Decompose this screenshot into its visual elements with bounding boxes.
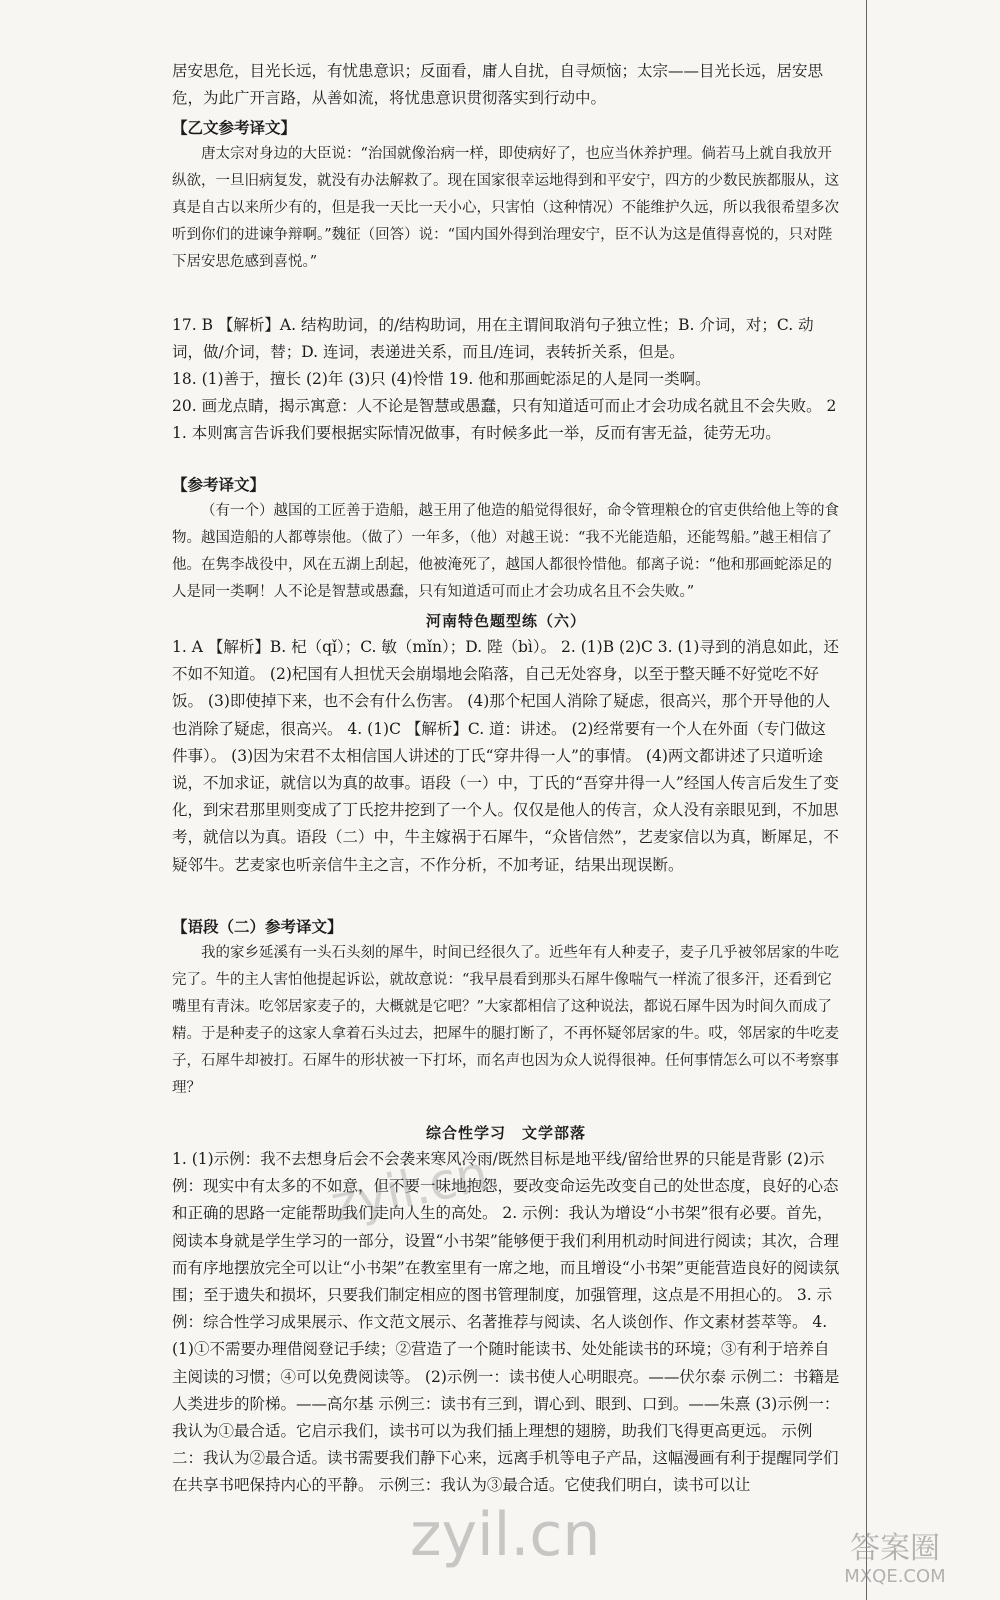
answers-zonghe: 1. (1)示例：我不去想身后会不会袭来寒风冷雨/既然目标是地平线/留给世界的只能是背影 (2)示例：现实中有太多的不如意，但不要一味地抱怨，要改变命运先改变自己的处世态度，良好的心态和正确的思路一定能帮助我们走向人生的高处。 2. 示例：我认为增设“小书架”很有必要。首先，阅读本身就是学生学习的一部分，设置“小书架”能够便于我们利用机动时间进行阅读；其次，合理而有序地摆放完全可以让“小书架”在教室里有一席之地，而且增设“小书架”更能营造良好的阅读氛围；至于遗失和损坏，只要我们制定相应的图书管理制度，加强管理，这点是不用担心的。 3. 示例：综合性学习成果展示、作文范文展示、名著推荐与阅读、名人谈创作、作文素材荟萃等。 4. (1)①不需要办理借阅登记手续；②营造了一个随时能读书、处处能读书的环境；③有利于培养自主阅读的习惯；④可以免费阅读等。 (2)示例一：读书使人心明眼亮。——伏尔泰 示例二：书籍是人类进步的阶梯。——高尔基 示例三：读书有三到，谓心到、眼到、口到。——朱熹 (3)示例一：我认为①最合适。它启示我们，读书可以为我们插上理想的翅膀，助我们飞得更高更远。 示例二：我认为②最合适。读书需要我们静下心来，远离手机等电子产品，这幅漫画有利于提醒同学们在共享书吧保持内心的平静。 示例三：我认为③最合适。它使我们明白，读书可以让 — [172, 1150, 840, 1495]
section-title-henan: 河南特色题型练（六） — [425, 612, 586, 630]
heading-yi-translation: 【乙文参考译文】 — [172, 119, 297, 137]
heading-yuduan2-translation: 【语段（二）参考译文】 — [172, 918, 343, 936]
answer-20-21: 20. 画龙点睛，揭示寓意：人不论是智慧或愚蠢，只有知道适可而止才会功成名就且不会失败。 21. 本则寓言告诉我们要根据实际情况做事，有时候多此一举，反而有害无益，徒劳无功。 — [172, 397, 837, 443]
site-logo — [820, 1520, 970, 1590]
translation-reference: （有一个）越国的工匠善于造船，越王用了他造的船觉得很好，命令管理粮仓的官吏供给他上等的食物。越国造船的人都尊崇他。（做了）一年多，（他）对越王说：“我不光能造船，还能驾船。”越王相信了他。在隽李战役中，风在五湖上刮起，他被淹死了，越国人都很怜惜他。郁离子说：“他和那画蛇添足的人是同一类啊！人不论是智慧或愚蠢，只有知道适可而止才会功成名且不会失败。” — [172, 503, 839, 600]
logo-mark: 答案圈 — [850, 1531, 940, 1566]
heading-reference-translation: 【参考译文】 — [172, 476, 266, 494]
answers-henan: 1. A 【解析】B. 杞（qǐ）；C. 敏（mǐn）；D. 陛（bì）。 2. (1)B (2)C 3. (1)寻到的消息如此，还不如不知道。 (2)杞国有人担忧天会崩塌地会陷落，自己无处容身，以至于整天睡不好觉吃不好饭。 (3)即使掉下来，也不会有什么伤害。 (4)那个杞国人消除了疑虑，很高兴，那个开导他的人也消除了疑虑，很高兴。 4. (1)C 【解析】C. 道：讲述。 (2)经常要有一个人在外面（专门做这件事）。 (3)因为宋君不太相信国人讲述的丁氏“穿井得一人”的事情。 (4)两文都讲述了只道听途说，不加求证，就信以为真的故事。语段（一）中，丁氏的“吾穿井得一人”经国人传言后发生了变化，到宋君那里则变成了丁氏挖井挖到了一个人。仅仅是他人的传言，众人没有亲眼见到，不加思考，就信以为真。语段（二）中，牛主嫁祸于石犀牛，“众皆信然”，艺麦家信以为真，断犀足，不疑邻牛。艺麦家也听亲信牛主之言，不作分析，不加考证，结果出现误断。 — [172, 638, 839, 874]
watermark-text: zyil.cn — [325, 1144, 493, 1234]
answer-17: 17. B 【解析】A. 结构助词，的/结构助词，用在主谓间取消句子独立性；B. 介词，对；C. 动词，做/介词，替；D. 连词，表递进关系，而且/连词，表转折关系，但是。 — [172, 316, 814, 362]
logo-domain: MXQE.COM — [844, 1566, 946, 1587]
watermark-text-bottom: zyil.cn — [410, 1500, 601, 1570]
paragraph-continuation: 居安思危，目光长远，有忧患意识；反面看，庸人自扰，自寻烦恼；太宗——目光长远，居安思危，为此广开言路，从善如流，将忧患意识贯彻落实到行动中。 — [172, 62, 824, 108]
answer-18-19: 18. (1)善于，擅长 (2)年 (3)只 (4)怜惜 19. 他和那画蛇添足的人是同一类啊。 — [172, 370, 711, 388]
translation-yi: 唐太宗对身边的大臣说：“治国就像治病一样，即使病好了，也应当休养护理。倘若马上就自我放开纵欲，一旦旧病复发，就没有办法解救了。现在国家很幸运地得到和平安宁，四方的少数民族都服从，这真是自古以来所少有的，但是我一天比一天小心，只害怕（这种情况）不能维护久远，所以我很希望多次听到你们的进谏争辩啊。”魏征（回答）说：“国内国外得到治理安宁，臣不认为这是值得喜悦的，只对陛下居安思危感到喜悦。” — [172, 146, 839, 270]
section-title-zonghe: 综合性学习 文学部落 — [425, 1124, 586, 1142]
translation-yuduan2: 我的家乡延溪有一头石头刻的犀牛，时间已经很久了。近些年有人种麦子，麦子几乎被邻居家的牛吃完了。牛的主人害怕他提起诉讼，就故意说：“我早晨看到那头石犀牛像喘气一样流了很多汗，还看到它嘴里有青沫。吃邻居家麦子的，大概就是它吧？”大家都相信了这种说法，都说石犀牛因为时间久而成了精。于是种麦子的这家人拿着石头过去，把犀牛的腿打断了，不再怀疑邻居家的牛。哎，邻居家的牛吃麦子，石犀牛却被打。石犀牛的形状被一下打坏，而名声也因为众人说得很神。任何事情怎么可以不考察事理？ — [172, 945, 839, 1096]
column-rule — [866, 0, 867, 1600]
